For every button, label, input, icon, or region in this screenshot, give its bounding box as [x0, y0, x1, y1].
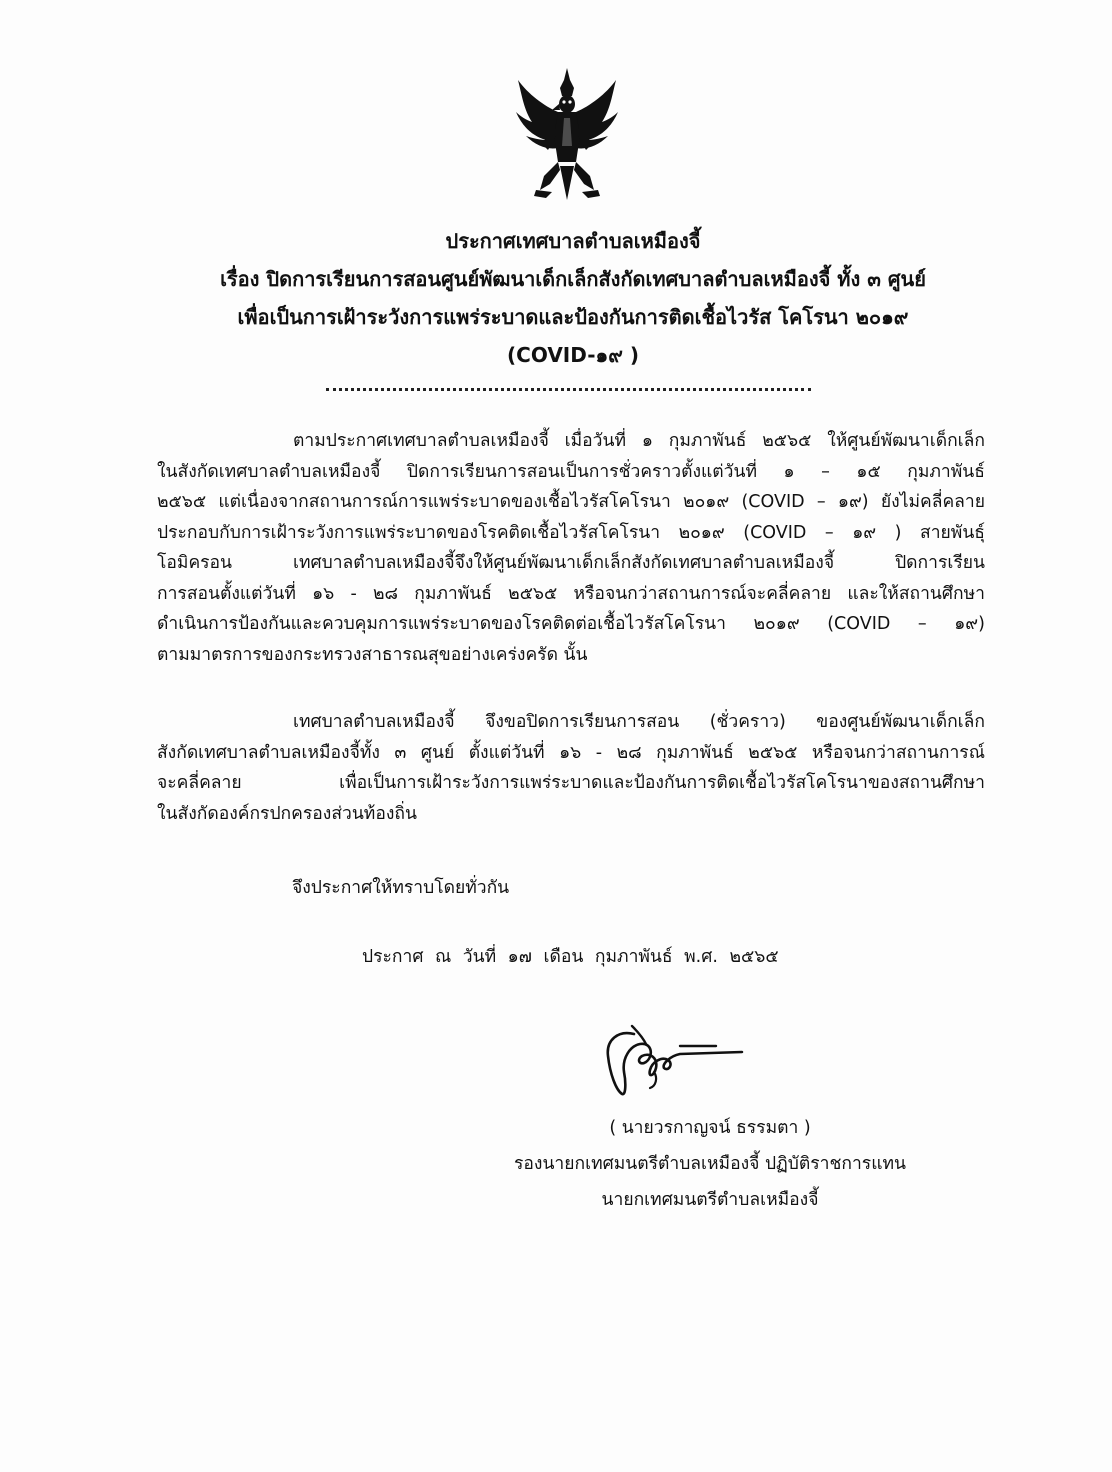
paragraph-line: ตามมาตรการของกระทรวงสาธารณสุขอย่างเคร่งครัด นั้น: [157, 644, 588, 665]
paragraph-line: ตามประกาศเทศบาลตำบลเหมืองจี้ เมื่อวันที่ ๑ กุมภาพันธ์ ๒๕๖๕ ให้ศูนย์พัฒนาเด็กเล็ก: [293, 431, 985, 451]
garuda-emblem-icon: [514, 66, 620, 202]
paragraph-line: ประกอบกับการเฝ้าระวังการแพร่ระบาดของโรคติดเชื้อไวรัสโคโรนา ๒๐๑๙ (COVID – ๑๙ ) สายพันธุ์: [157, 522, 985, 543]
title-block: [150, 222, 996, 374]
paragraph-line: จะคลี่คลาย เพื่อเป็นการเฝ้าระวังการแพร่ระบาดและป้องกันการติดเชื้อไวรัสโคโรนาของสถานศึกษา: [157, 773, 985, 793]
paragraph-line: สังกัดเทศบาลตำบลเหมืองจี้ทั้ง ๓ ศูนย์ ตั้งแต่วันที่ ๑๖ - ๒๘ กุมภาพันธ์ ๒๕๖๕ หรือจนกว่าสถานการณ์: [157, 742, 985, 763]
document-purpose: เพื่อเป็นการเฝ้าระวังการแพร่ระบาดและป้องกันการติดเชื้อไวรัส โคโรนา ๒๐๑๙: [237, 305, 909, 329]
announcement-line: จึงประกาศให้ทราบโดยทั่วกัน: [292, 878, 510, 898]
paragraph-line: ๒๕๖๕ แต่เนื่องจากสถานการณ์การแพร่ระบาดของเชื้อไวรัสโคโรนา ๒๐๑๙ (COVID – ๑๙) ยังไม่คลี่คลาย: [157, 492, 985, 512]
paragraph-line: โอมิครอน เทศบาลตำบลเหมืองจี้จึงให้ศูนย์พัฒนาเด็กเล็กสังกัดเทศบาลตำบลเหมืองจี้ ปิดการเรียน: [157, 553, 985, 573]
document-subject: เรื่อง ปิดการเรียนการสอนศูนย์พัฒนาเด็กเล็กสังกัดเทศบาลตำบลเหมืองจี้ ทั้ง ๓ ศูนย์: [220, 267, 926, 291]
dotted-divider: [326, 388, 811, 391]
document-covid-label: (COVID-๑๙ ): [507, 343, 639, 367]
paragraph-line: ดำเนินการป้องกันและควบคุมการแพร่ระบาดของโรคติดต่อเชื้อไวรัสโคโรนา ๒๐๑๙ (COVID – ๑๙): [157, 614, 985, 634]
paragraph-line: ในสังกัดองค์กรปกครองส่วนท้องถิ่น: [157, 803, 417, 824]
paragraph-line: ในสังกัดเทศบาลตำบลเหมืองจี้ ปิดการเรียนการสอนเป็นการชั่วคราวตั้งแต่วันที่ ๑ – ๑๕ กุมภาพันธ์: [157, 461, 985, 482]
paragraph-2: [157, 707, 985, 829]
handwritten-signature: [596, 1016, 746, 1106]
signer-position: รองนายกเทศมนตรีตำบลเหมืองจี้ ปฏิบัติราชการแทน: [514, 1154, 906, 1174]
document-title: ประกาศเทศบาลตำบลเหมืองจี้: [445, 229, 701, 253]
signer-name: ( นายวรกาญจน์ ธรรมตา ): [609, 1118, 811, 1138]
date-line: ประกาศ ณ วันที่ ๑๗ เดือน กุมภาพันธ์ พ.ศ. ๒๕๖๕: [362, 947, 779, 967]
signer-position-2: นายกเทศมนตรีตำบลเหมืองจี้: [601, 1190, 819, 1210]
paragraph-1: [157, 426, 985, 670]
paragraph-line: เทศบาลตำบลเหมืองจี้ จึงขอปิดการเรียนการสอน (ชั่วคราว) ของศูนย์พัฒนาเด็กเล็ก: [293, 712, 985, 732]
paragraph-line: การสอนตั้งแต่วันที่ ๑๖ - ๒๘ กุมภาพันธ์ ๒๕๖๕ หรือจนกว่าสถานการณ์จะคลี่คลาย และให้สถานศึกษา: [157, 583, 985, 604]
signer-block: [470, 1110, 950, 1218]
